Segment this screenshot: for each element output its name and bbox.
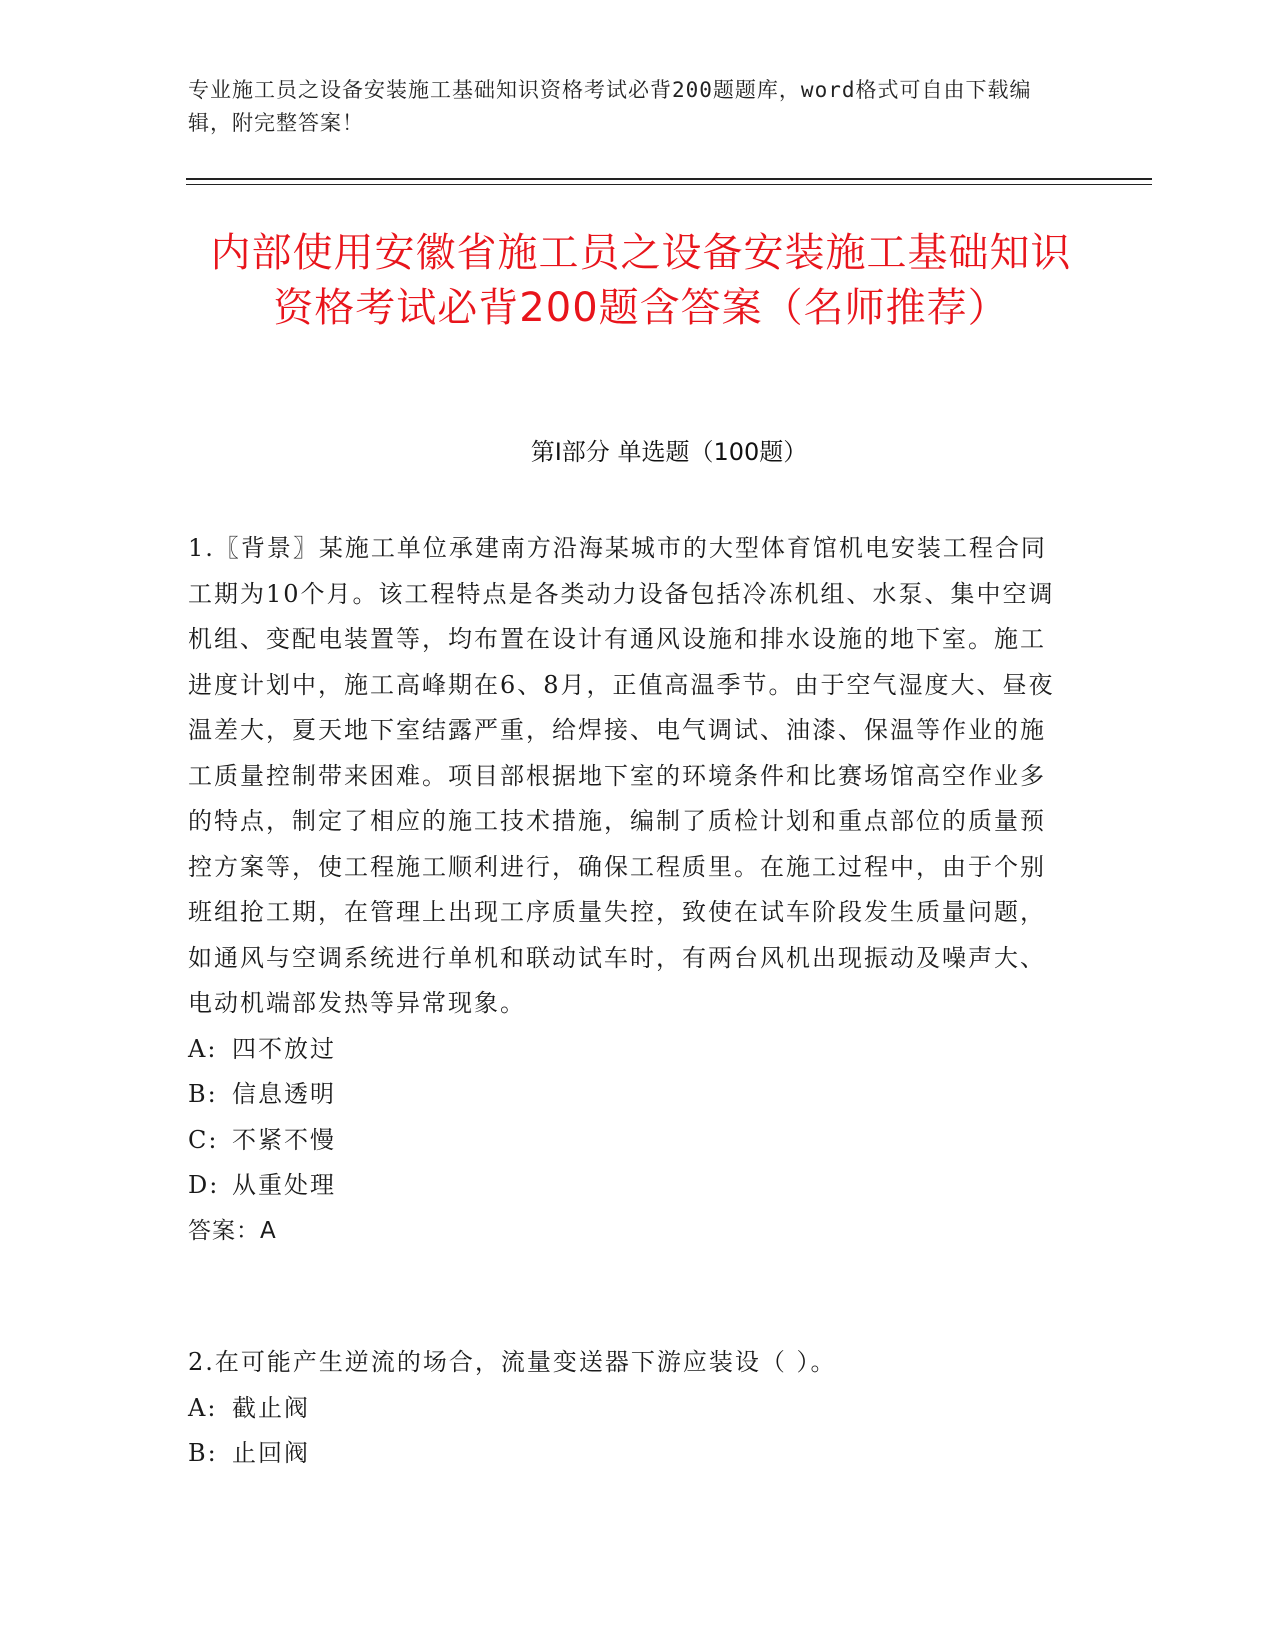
- header-divider-thick: [186, 178, 1152, 180]
- option-a: [188, 1386, 1068, 1432]
- question-2: [188, 1340, 1068, 1477]
- document-title: 内部使用安徽省施工员之设备安装施工基础知识资格考试必背200题含答案（名师推荐）: [210, 230, 1072, 331]
- section-title: 第I部分 单选题（100题）: [530, 438, 808, 466]
- option-letter: A:: [188, 1393, 218, 1422]
- option-text: 从重处理: [232, 1171, 336, 1199]
- question-stem: 2.在可能产生逆流的场合，流量变送器下游应装设（ ）。: [188, 1348, 837, 1376]
- option-text: 截止阀: [232, 1393, 310, 1422]
- option-text: 止回阀: [232, 1439, 310, 1467]
- option-text: 不紧不慢: [232, 1125, 336, 1154]
- option-text: 四不放过: [232, 1034, 336, 1063]
- option-d: [188, 1163, 1068, 1209]
- option-letter: B:: [188, 1080, 218, 1108]
- option-a: [188, 1027, 1068, 1073]
- option-b: [188, 1431, 1068, 1477]
- option-c: [188, 1118, 1068, 1164]
- option-letter: B:: [188, 1439, 218, 1467]
- question-stem: 1.〖背景〗某施工单位承建南方沿海某城市的大型体育馆机电安装工程合同工期为10个月。该工程特点是各类动力设备包括冷冻机组、水泵、集中空调机组、变配电装置等，均布置在设计有通风设施和排水设施的地下室。施工进度计划中，施工高峰期在6、8月，正值高温季节。由于空气湿度大、昼夜温差大，夏天地下室结露严重，给焊接、电气调试、油漆、保温等作业的施工质量控制带来困难。项目部根据地下室的环境条件和比赛场馆高空作业多的特点，制定了相应的施工技术措施，编制了质检计划和重点部位的质量预控方案等，使工程施工顺利进行，确保工程质里。在施工过程中，由于个别班组抢工期，在管理上出现工序质量失控，致使在试车阶段发生质量问题，如通风与空调系统进行单机和联动试车时，有两台风机出现振动及噪声大、电动机端部发热等异常现象。: [188, 534, 1055, 1017]
- option-text: 信息透明: [232, 1080, 336, 1108]
- header-divider-thin: [186, 184, 1152, 185]
- option-letter: D:: [188, 1171, 220, 1199]
- option-b: [188, 1072, 1068, 1118]
- option-letter: A:: [188, 1034, 218, 1063]
- header-note: 专业施工员之设备安装施工基础知识资格考试必背200题题库，word格式可自由下载编辑，附完整答案！: [188, 78, 1032, 135]
- answer-line: 答案：A: [188, 1217, 277, 1244]
- question-1: [188, 526, 1068, 1254]
- option-letter: C:: [188, 1125, 219, 1154]
